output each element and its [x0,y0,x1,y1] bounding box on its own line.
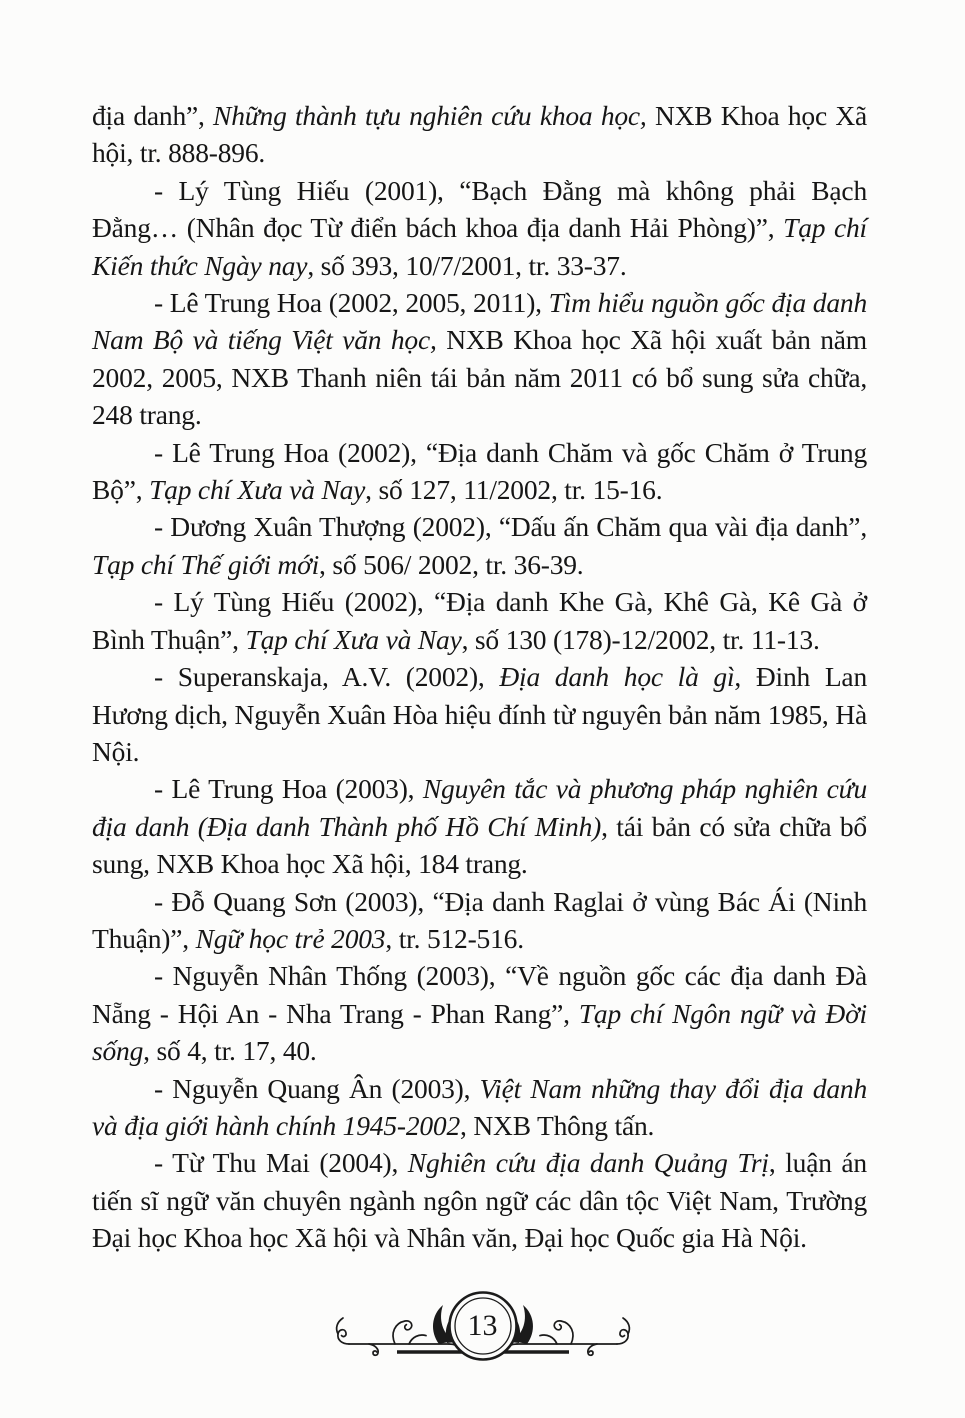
reference-title: Tạp chí Thế giới mới [92,548,320,580]
reference-text: - Dương Xuân Thượng (2002), “Dấu ấn Chăm qua vài địa danh”, [154,511,867,543]
reference-text: - Lê Trung Hoa (2002, 2005, 2011), [154,287,549,319]
reference-entry [92,172,867,284]
reference-title: Tạp chí Kiến thức Ngày nay [92,212,867,281]
reference-entry [92,97,867,172]
reference-text: , tái bản có sửa chữa bổ sung, NXB Khoa học Xã hội, 184 trang. [92,810,867,880]
reference-entry [92,770,867,882]
reference-text: - Nguyễn Nhân Thống (2003), “Về nguồn gốc các địa danh Đà Nẵng - Hội An - Nha Trang - Phan Rang”, [92,960,867,1029]
reference-text: , NXB Thông tấn. [460,1109,655,1141]
reference-text: - Từ Thu Mai (2004), [154,1147,408,1179]
reference-entry [92,583,867,658]
reference-text: - Lê Trung Hoa (2002), “Địa danh Chăm và gốc Chăm ở Trung Bộ”, [92,436,867,506]
reference-text: - Lý Tùng Hiếu (2002), “Địa danh Khe Gà, Khê Gà, Kê Gà ở Bình Thuận”, [92,586,867,655]
reference-text: địa danh”, [92,100,214,131]
reference-entry [92,883,867,958]
reference-title: Tìm hiểu nguồn gốc địa danh Nam Bộ và tiếng Việt văn học, [92,287,867,356]
reference-text: NXB Khoa học Xã hội xuất bản năm 2002, 2005, NXB Thanh niên tái bản năm 2011 có bổ sung sửa chữa, 248 trang. [92,324,867,431]
reference-title: Nguyên tắc và phương pháp nghiên cứu địa danh (Địa danh Thành phố Hồ Chí Minh) [92,773,868,842]
reference-title: Địa danh học là gì [499,661,735,693]
reference-title: Nghiên cứu địa danh Quảng Trị [407,1147,769,1179]
reference-text: - Đỗ Quang Sơn (2003), “Địa danh Raglai ở vùng Bác Ái (Ninh Thuận)”, [92,885,867,954]
reference-entry [92,1070,867,1145]
reference-entry [92,508,867,583]
reference-text: , số 393, 10/7/2001, tr. 33-37. [307,249,627,281]
reference-title: Tạp chí Xưa và Nay [245,623,462,655]
reference-text: , luận án tiến sĩ ngữ văn chuyên ngành ngôn ngữ các dân tộc Việt Nam, Trường Đại học Khoa học Xã hội và Nhân văn, Đại học Quốc gia Hà Nội. [92,1147,867,1254]
reference-text: , Đinh Lan Hương dịch, Nguyễn Xuân Hòa hiệu đính từ nguyên bản năm 1985, Hà Nội. [92,661,867,767]
page-number: 13 [467,1309,498,1342]
reference-text: - Lý Tùng Hiếu (2001), “Bạch Đằng mà không phải Bạch Đằng… (Nhân đọc Từ điển bách khoa địa danh Hải Phòng)”, [92,174,867,244]
reference-text: , số 130 (178)-12/2002, tr. 11-13. [461,623,820,655]
reference-title: Tạp chí Xưa và Nay [149,474,366,506]
reference-title: Ngữ học trẻ 2003 [195,922,386,954]
reference-text: , số 4, tr. 17, 40. [143,1035,317,1067]
reference-text: NXB Khoa học Xã hội, tr. 888-896. [92,100,868,169]
reference-text: - Nguyễn Quang Ân (2003), [154,1072,480,1104]
references-list [92,97,867,1257]
reference-title: Tạp chí Ngôn ngữ và Đời sống [92,997,867,1067]
reference-text: , số 506/ 2002, tr. 36-39. [319,548,584,580]
reference-text: , tr. 512-516. [385,922,524,954]
reference-text: - Lê Trung Hoa (2003), [154,773,423,805]
reference-title: Những thành tựu nghiên cứu khoa học, [213,100,647,131]
reference-text: - Superanskaja, A.V. (2002), [154,661,500,693]
reference-title: Việt Nam những thay đổi địa danh và địa giới hành chính 1945-2002 [92,1072,868,1141]
footer-ornament [333,1280,633,1384]
reference-entry [92,284,867,434]
reference-entry [92,957,867,1069]
reference-entry [92,658,867,770]
reference-entry [92,434,867,509]
reference-entry [92,1144,867,1256]
reference-text: , số 127, 11/2002, tr. 15-16. [365,474,663,506]
